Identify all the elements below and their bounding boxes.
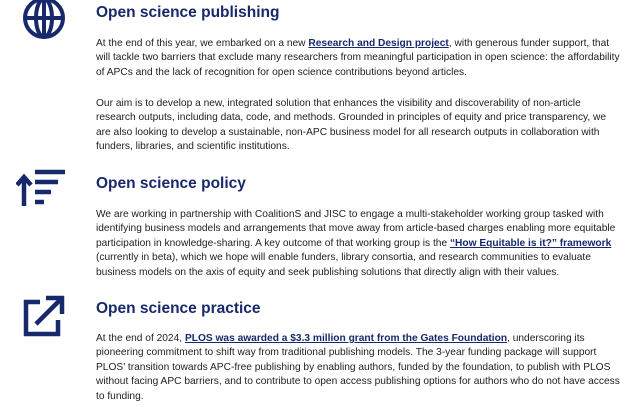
section-paragraph	[96, 208, 620, 280]
external-expand-icon	[22, 294, 66, 338]
section-heading: Open science policy	[96, 175, 246, 192]
globe-icon	[20, 0, 68, 42]
paragraph-text: At the end of 2024,	[96, 333, 185, 344]
paragraph-text: At the end of this year, we embarked on a new	[96, 38, 309, 49]
section-paragraph: Our aim is to develop a new, integrated solution that enhances the visibility and discoverability of non-article research outputs, including data, code, and methods. Grounded in principles of equity and price transparency, we are also looking to develop a sustainable, non-APC business model for all research outputs in collaboration with funders, libraries, and scientific institutions.	[96, 98, 607, 153]
paragraph-text: We are working in partnership with CoalitionS and JISC to engage a multi-stakeholder working group tasked with identifying business models and arrangements that move away from article-based charges enabling more equitable participation in knowledge-sharing. A key outcome of that working group is the	[96, 209, 616, 249]
section-paragraph	[96, 37, 620, 80]
paragraph-text: , with generous funder support, that will tackle two barriers that exclude many researchers from meaningful participation in open science: the affordability of APCs and the lack of recognition for open science contributions beyond articles.	[96, 38, 620, 78]
section-paragraph	[96, 332, 620, 404]
section-heading: Open science publishing	[96, 4, 280, 21]
paragraph-text: , underscoring its pioneering commitment to shift way from traditional publishing models. The 3-year funding package will support PLOS’ transition towards APC-free publishing by enabling authors, funded by the foundation, to publish with PLOS without facing APC barriers, and to contribute to open access publishing options for authors who do not have access to funding.	[96, 333, 620, 402]
sort-arrow-up-icon	[16, 168, 68, 208]
gates-foundation-grant-link[interactable]: PLOS was awarded a $3.3 million grant from the Gates Foundation	[184, 333, 508, 344]
section-heading: Open science practice	[96, 300, 261, 317]
how-equitable-framework-link[interactable]: “How Equitable is it?” framework	[449, 237, 612, 249]
research-design-project-link[interactable]: Research and Design project	[308, 38, 449, 49]
paragraph-text: (currently in beta), which we hope will enable funders, library consortia, and research communities to evaluate business models on the axis of equity and seek publishing solutions that directly align with their values.	[96, 252, 591, 278]
